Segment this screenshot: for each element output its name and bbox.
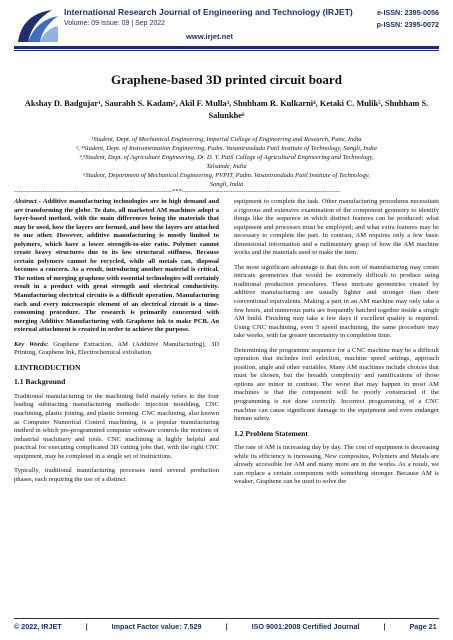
paragraph: Traditional manufacturing in the machining field mainly refers to the four leading subtracting manufacturing methods: injection moulding, CNC machining, plastic joining, and plastic forming. CNC machining, also known as Computer Numerical Control machining, is a popular manufacturing method in which pre-programmed computer software controls the motions of industrial machinery and tools. CNC machining is highly helpful and practical for executing complicated 3D cutting jobs that, with the right CNC equipment, may be completed in a single set of instructions.: [14, 392, 219, 460]
affiliation: ², ⁴Student, Dept. of Instrumentation Engineering, Padm. Vasantraodada Patil Institute of Technology, Sangli, India: [76, 145, 377, 152]
journal-name: International Research Journal of Engineering and Technology (IRJET): [64, 7, 353, 17]
abstract: [14, 198, 219, 335]
footer-impact-factor: Impact Factor value: 7.529: [111, 622, 202, 631]
keywords-text: Graphene Extraction, AM (Additive Manufacturing), 3D Printing, Graphene Ink, Electrochemical exfoliation.: [14, 340, 220, 357]
footer-separator: |: [383, 622, 386, 631]
journal-header: [0, 0, 453, 58]
pissn: p-ISSN: 2395-0072: [376, 20, 439, 29]
paragraph: Determining the programme sequence for a CNC machine may be a difficult operation that includes tool selection, machine speed settings, approach position, angle and other variables. Many AM machines include choices that must be chosen, but the breadth complexity and ramifications of those options are minor in contrast. The worst that may happen in most AM machines is that the component will be poorly constructed if the programming is not done correctly. Incorrect programming of a CNC machine can cause significant damage to the equipment and even endanger human safety.: [234, 346, 439, 423]
header-rule: [14, 46, 439, 49]
affiliation: Talsande, India: [206, 163, 247, 170]
header-rule-thin: [14, 50, 439, 51]
abstract-text: Additive manufacturing technologies are in high demand and are transforming the globe. To date, all marketed AM machines adopt a layer-based method, with the main differences being the materials that may be used, how the layers are formed, and how the layers are attached to one other. However, additive manufacturing is mostly limited to polymers, which have a lower strength-to-size ratio. Polymer cannot create heavy structures due to its low structural stiffness. Because certain polymers cannot be recycled, while all metals can, disposal becomes a concern. As a result, introducing another material is critical. The notion of merging graphene with essential technologies will certainly result in a product with great strength and electrical conductivity. Manufacturing electrical circuits is a difficult operation. Manufacturing each and every microscopic element of an electrical circuit is a time-consuming procedure. The research is primarily concerned with merging Additive Manufacturing with Graphene ink to make PCB. An external attachment is created in order to achieve the purpose.: [14, 198, 219, 334]
paragraph: The rate of AM is increasing day by day. The cost of equipment is decreasing while its efficiency is increasing. New composites, Polymers and Metals are already accessible for AM and many more are in the works. As a result, we can replace a certain component with something stronger. Because AM is weaker, Graphene can be used to solve the: [234, 444, 439, 486]
irjet-logo: [14, 6, 60, 46]
affiliation: ¹Student, Dept. of Mechanical Engineering, Imperial College of Engineering and Research, Pune, India: [91, 136, 362, 143]
author-list: Akshay D. Badgujar¹, Saurabh S. Kadam², Akil F. Mulla³, Shubham R. Kulkarni⁴, Ketaki C. Mulik⁵, Shubham S. Salunkhe⁶: [24, 99, 429, 120]
footer-copyright: © 2022, IRJET: [14, 622, 62, 631]
affiliation: Sangli, India: [209, 181, 244, 188]
affiliation: ⁶Student, Department of Mechanical Engineering, PVPIT, Padm. Vasantraodada Patil Institute of Technology,: [83, 172, 370, 179]
abstract-label: Abstract -: [14, 198, 42, 205]
footer-iso: ISO 9001:2008 Certified Journal: [251, 622, 360, 631]
footer-rule: [14, 618, 439, 619]
subsection-heading: 1.2 Problem Statement: [234, 428, 308, 438]
subsection-heading: 1.1 Background: [14, 377, 66, 387]
keywords-label: Key Words:: [14, 340, 49, 348]
footer-separator: |: [225, 622, 228, 631]
left-column: [14, 198, 219, 490]
journal-website[interactable]: www.irjet.net: [186, 32, 233, 41]
paragraph: Typically, traditional manufacturing processes need several production phases, each requiring the use of a distinct: [14, 467, 219, 483]
journal-footer: [14, 622, 439, 631]
affiliations: [14, 135, 439, 189]
paper-title: Graphene-based 3D printed circuit board: [111, 72, 342, 87]
volume-issue: Volume: 09 Issue: 09 | Sep 2022: [64, 20, 166, 27]
section-heading: 1.INTRODUCTION: [14, 362, 81, 372]
footer-separator: |: [85, 622, 88, 631]
footer-page-number: Page 21: [409, 622, 437, 631]
eissn: e-ISSN: 2395-0056: [377, 8, 439, 17]
affiliation: ³,⁵Student, Dept. of Agriculture Engineering, Dr. D. Y. Patil College of Agricultural Engineering and Technology,: [79, 154, 374, 161]
right-column: [234, 198, 439, 493]
keywords: [14, 341, 219, 358]
section-separator: ------------------------------------------------------------------------***------------------------------------------------------------------------: [14, 189, 341, 195]
paragraph: The most significant advantage is that this sort of manufacturing may create intricate geometries that would be extremely difficult to produce using traditional production procedures. These intricate geometries created by additive manufacturing are usually lighter and stronger than their conventional equivalents. Making a part in an AM machine may only take a few hours, and numerous parts are frequently batched together inside a single AM build. Finishing may take a few days if excellent quality is required. Using CNC machining, even 5 speed machining, the same procedure may take weeks, with far greater uncertainty in completion time.: [234, 263, 439, 340]
paragraph: equipment to complete the task. Other manufacturing procedures necessitate a rigorous and extensive examination of the component geometry to identify things like the sequence in which distinct features can be produced; what equipment and processes must be employed; and what extra features may be necessary to complete the part. In contrast, AM requires only a few basic dimensional information and a rudimentary grasp of how the AM machine works and the materials used to make the item.: [234, 198, 439, 257]
